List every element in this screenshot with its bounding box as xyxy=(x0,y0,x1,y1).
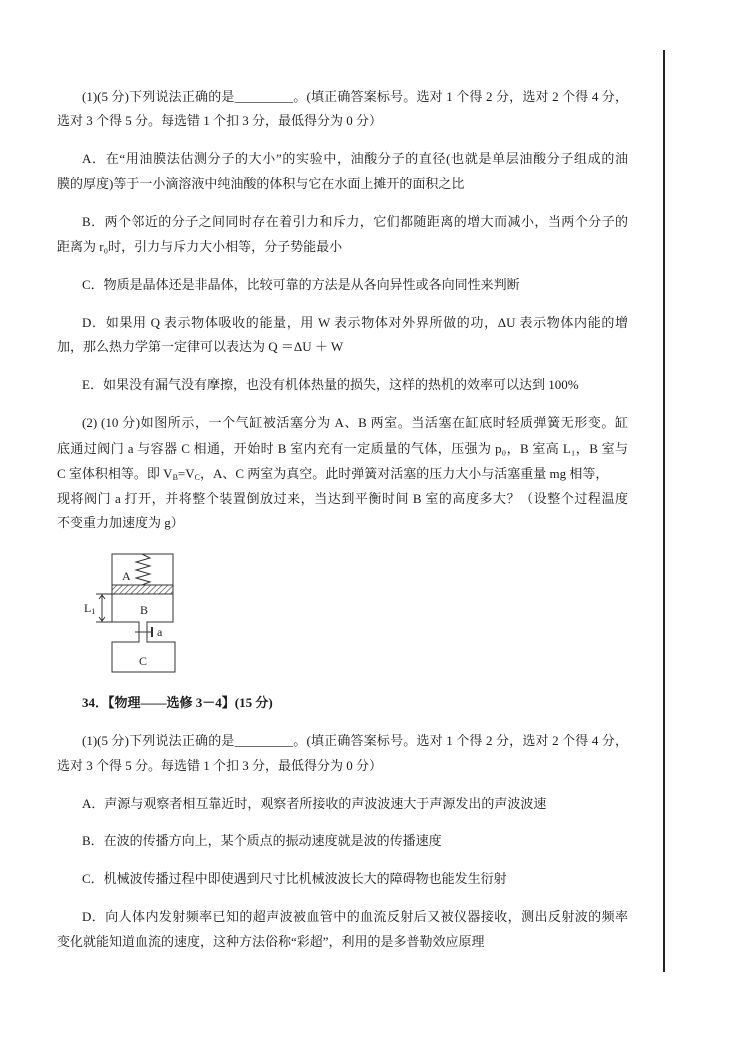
text-segment: =V xyxy=(177,466,195,481)
piston xyxy=(112,585,173,594)
q34-option-b: B．在波的传播方向上，某个质点的振动速度就是波的传播速度 xyxy=(82,833,442,848)
subscript: C xyxy=(194,473,200,482)
q33-part2-line4: 现将阀门 a 打开，并将整个装置倒放过来，当达到平衡时间 B 室的高度多大？（设整个过程温度 xyxy=(57,491,628,506)
q33-option-b-line2: 距离为 r₀时，引力与斥力大小相等，分子势能最小 xyxy=(57,239,343,254)
text-segment: C 室体积相等。即 V xyxy=(57,466,173,481)
q34-option-c: C．机械波传播过程中即使遇到尺寸比机械波波长大的障碍物也能发生衍射 xyxy=(82,871,507,886)
q33-part2-line5: 不变重力加速度为 g） xyxy=(57,515,184,530)
cylinder-diagram xyxy=(80,548,200,678)
text-segment: ，A、C 两室为真空。此时弹簧对活塞的压力大小与活塞重量 mg 相等， xyxy=(199,466,609,481)
q34-option-d-line2: 变化就能知道血流的速度，这种方法俗称“彩超”，利用的是多普勒效应原理 xyxy=(57,934,485,949)
q33-option-d-line1: D．如果用 Q 表示物体吸收的能量，用 W 表示物体对外界所做的功，ΔU 表示物体内能的增 xyxy=(82,315,628,330)
q34-heading: 34．【物理——选修 3－4】(15 分) xyxy=(82,695,273,710)
q33-part2-line1: (2) (10 分)如图所示，一个气缸被活塞分为 A、B 两室。当活塞在缸底时轻质弹簧无形变。缸 xyxy=(82,415,628,430)
label-l: L xyxy=(84,601,92,615)
margin-rule xyxy=(663,50,665,972)
q33-option-e: E．如果没有漏气没有摩擦，也没有机体热量的损失，这样的热机的效率可以达到 100% xyxy=(82,377,579,392)
q33-option-b-line1: B．两个邻近的分子之间同时存在着引力和斥力，它们都随距离的增大而减小，当两个分子的 xyxy=(82,214,628,229)
label-c-chamber: C xyxy=(139,654,148,668)
q34-part1-line1: (1)(5 分)下列说法正确的是_________。(填正确答案标号。选对 1 个得 2 分，选对 2 个得 4 分， xyxy=(82,733,628,748)
q34-option-d-line1: D．向人体内发射频率已知的超声波被血管中的血流反射后又被仪器接收，测出反射波的频率 xyxy=(82,909,628,924)
spring xyxy=(136,554,150,585)
q33-part2-line3 xyxy=(57,466,608,486)
q33-option-d-line2: 加，那么热力学第一定律可以表达为 Q ＝ΔU ＋ W xyxy=(57,339,344,354)
q33-option-c: C．物质是晶体还是非晶体，比较可靠的方法是从各向异性或各向同性来判断 xyxy=(82,277,520,292)
q34-part1-line2: 选对 3 个得 5 分。每选错 1 个扣 3 分，最低得分为 0 分） xyxy=(57,758,383,773)
label-valve: a xyxy=(157,625,163,639)
label-a-chamber: A xyxy=(122,569,131,583)
q34-option-a: A．声源与观察者相互靠近时，观察者所接收的声波波速大于声源发出的声波波速 xyxy=(82,796,547,811)
label-l-sub: 1 xyxy=(91,607,96,616)
q33-option-a-line1: A．在“用油膜法估测分子的大小”的实验中，油酸分子的直径(也就是单层油酸分子组成的油 xyxy=(82,151,628,166)
label-height xyxy=(84,601,95,616)
subscript: B xyxy=(172,473,178,482)
q33-part2-line2: 底通过阀门 a 与容器 C 相通，开始时 B 室内充有一定质量的气体，压强为 p₀，B 室高 L₁，B 室与 xyxy=(57,441,628,456)
q33-option-a-line2: 膜的厚度)等于一小滴溶液中纯油酸的体积与它在水面上摊开的面积之比 xyxy=(57,176,465,191)
q33-part1-line1: (1)(5 分)下列说法正确的是_________。(填正确答案标号。选对 1 个得 2 分，选对 2 个得 4 分， xyxy=(82,89,628,104)
q33-part1-line2: 选对 3 个得 5 分。每选错 1 个扣 3 分，最低得分为 0 分） xyxy=(57,113,383,128)
label-b-chamber: B xyxy=(140,603,149,617)
